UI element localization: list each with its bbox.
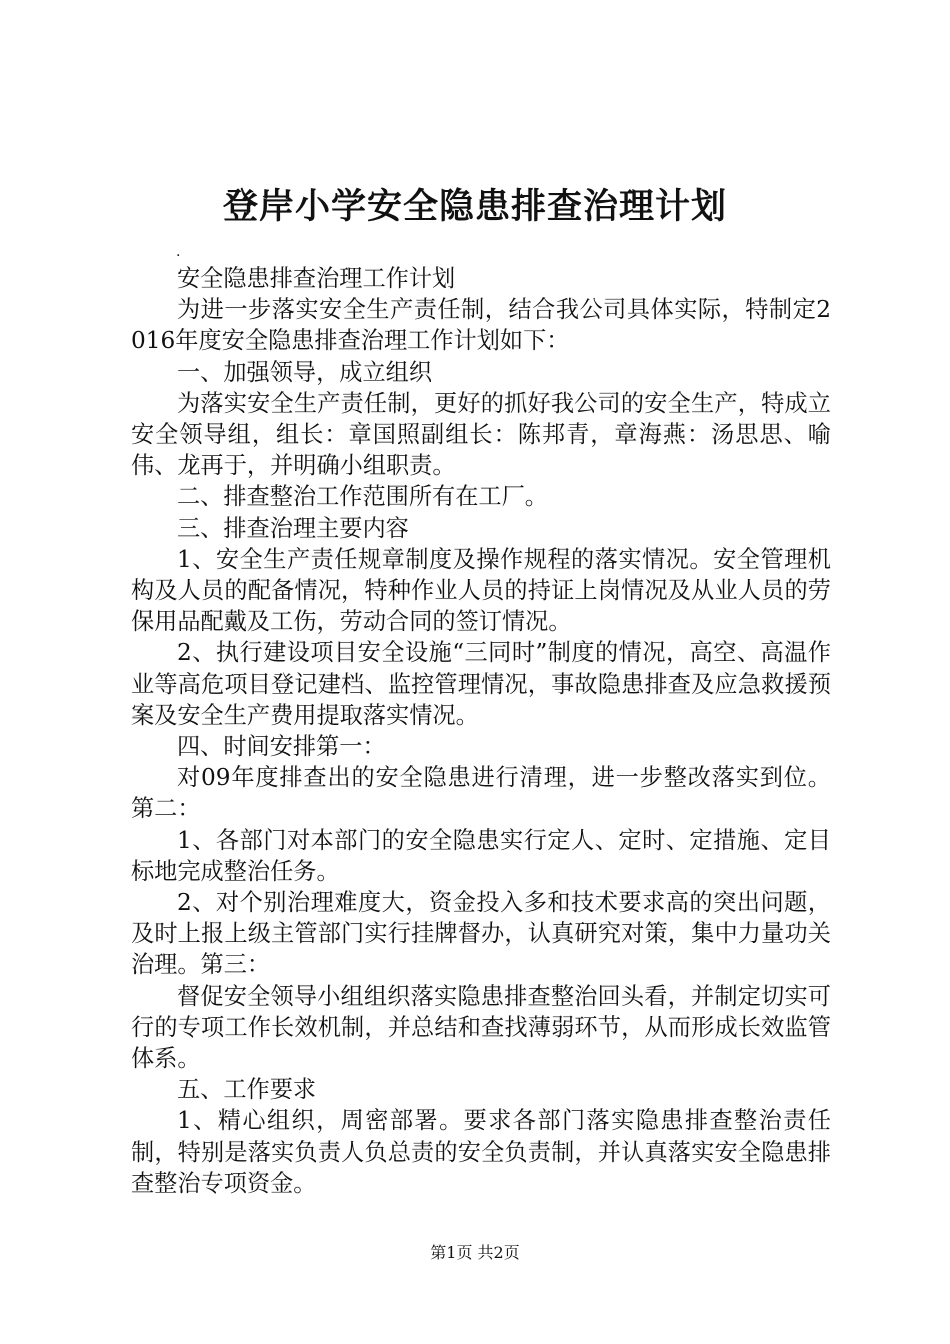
paragraph: 督促安全领导小组组织落实隐患排查整治回头看，并制定切实可行的专项工作长效机制，并总结和查找薄弱环节，从而形成长效监管体系。 [131, 982, 831, 1073]
paragraph: 四、时间安排第一： [177, 733, 386, 761]
paragraph: 为落实安全生产责任制，更好的抓好我公司的安全生产，特成立安全领导组，组长：章国照副组长：陈邦青，章海燕：汤思思、喻伟、龙再于，并明确小组职责。 [131, 389, 831, 480]
paragraph: 三、排查治理主要内容 [177, 514, 409, 542]
paragraph: 为进一步落实安全生产责任制，结合我公司具体实际，特制定2016年度安全隐患排查治理工作计划如下： [131, 296, 831, 355]
paragraph: 1、各部门对本部门的安全隐患实行定人、定时、定措施、定目标地完成整治任务。 [131, 826, 831, 885]
paragraph: 1、精心组织，周密部署。要求各部门落实隐患排查整治责任制，特别是落实负责人负总责的安全负责制，并认真落实安全隐患排查整治专项资金。 [131, 1107, 831, 1197]
paragraph: 安全隐患排查治理工作计划 [177, 265, 456, 292]
document-body [131, 263, 831, 1199]
dot-mark: . [176, 244, 181, 260]
paragraph: 2、执行建设项目安全设施“三同时”制度的情况，高空、高温作业等高危项目登记建档、监控管理情况，事故隐患排查及应急救援预案及安全生产费用提取落实情况。 [131, 639, 831, 729]
paragraph: 1、安全生产责任规章制度及操作规程的落实情况。安全管理机构及人员的配备情况，特种作业人员的持证上岗情况及从业人员的劳保用品配戴及工伤，劳动合同的签订情况。 [131, 545, 831, 636]
paragraph: 一、加强领导，成立组织 [177, 358, 433, 386]
page-footer: 第1页 共2页 [430, 1243, 520, 1262]
paragraph: 对09年度排查出的安全隐患进行清理，进一步整改落实到位。第二： [131, 764, 831, 823]
paragraph: 五、工作要求 [177, 1076, 317, 1104]
paragraph: 2、对个别治理难度大，资金投入多和技术要求高的突出问题，及时上报上级主管部门实行挂牌督办，认真研究对策，集中力量功关治理。第三： [131, 889, 831, 979]
paragraph: 二、排查整治工作范围所有在工厂。 [177, 483, 548, 511]
page-title: 登岸小学安全隐患排查治理计划 [222, 186, 727, 227]
